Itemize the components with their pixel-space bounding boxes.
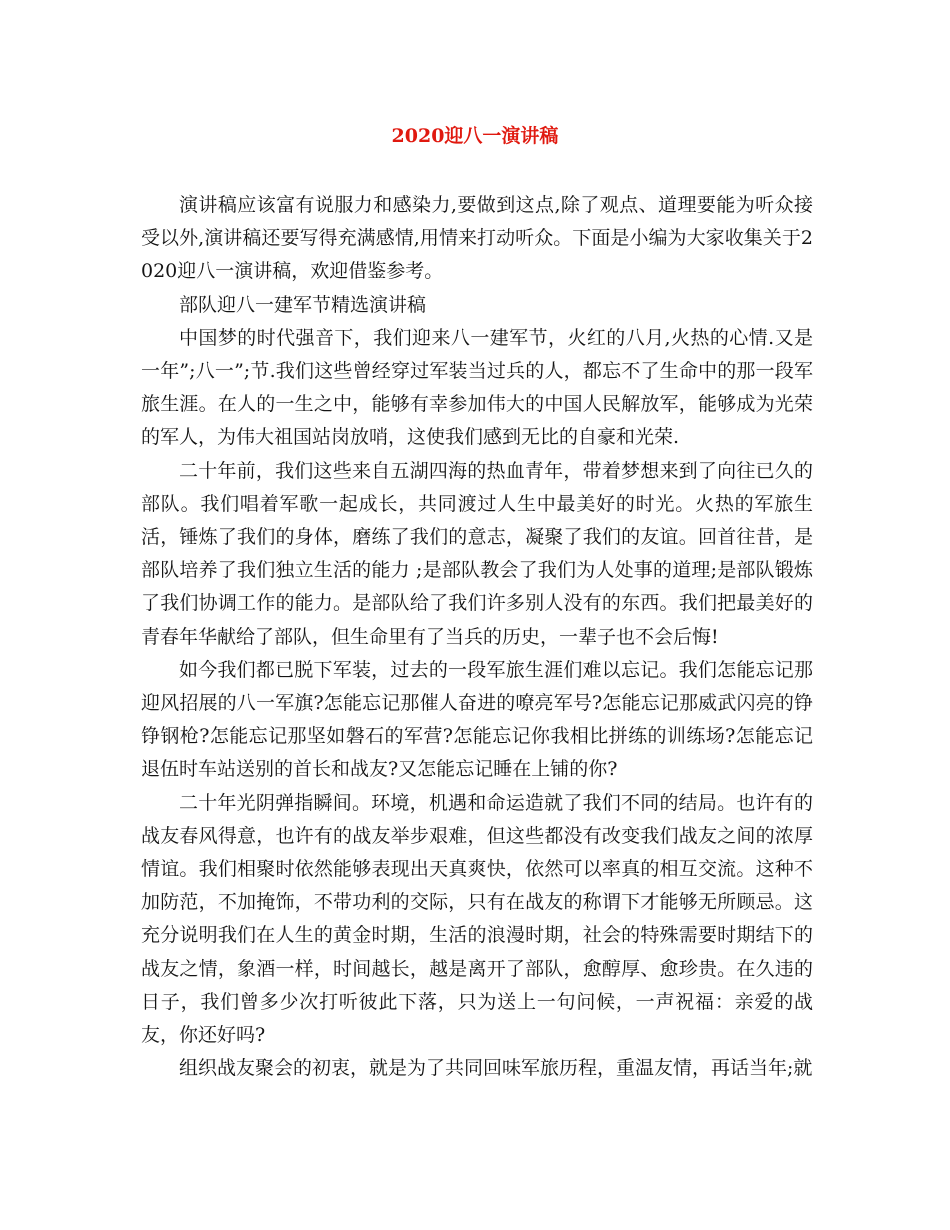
intro-paragraph: 演讲稿应该富有说服力和感染力,要做到这点,除了观点、道理要能为听众接受以外,演讲稿还要写得充满感情,用情来打动听众。下面是小编为大家收集关于2020迎八一演讲稿，欢迎借鉴参考。 [141,194,813,283]
body-paragraph: 中国梦的时代强音下，我们迎来八一建军节，火红的八月,火热的心情.又是一年”;八一”;节.我们这些曾经穿过军装当过兵的人，都忘不了生命中的那一段军旅生涯。在人的一生之中，能够有幸参加伟大的中国人民解放军，能够成为光荣的军人，为伟大祖国站岗放哨，这使我们感到无比的自豪和光荣. [141,326,813,449]
body-paragraph: 如今我们都已脱下军装，过去的一段军旅生涯们难以忘记。我们怎能忘记那迎风招展的八一军旗?怎能忘记那催人奋进的嘹亮军号?怎能忘记那威武闪亮的铮铮钢枪?怎能忘记那坚如磐石的军营?怎能忘记你我相比拼练的训练场?怎能忘记退伍时车站送别的首长和战友?又怎能忘记睡在上铺的你? [141,658,813,781]
body-paragraph: 二十年光阴弹指瞬间。环境，机遇和命运造就了我们不同的结局。也许有的战友春风得意，也许有的战友举步艰难，但这些都没有改变我们战友之间的浓厚情谊。我们相聚时依然能够表现出天真爽快，依然可以率真的相互交流。这种不加防范，不加掩饰，不带功利的交际，只有在战友的称谓下才能够无所顾忌。这充分说明我们在人生的黄金时期，生活的浪漫时期，社会的特殊需要时期结下的战友之情，象酒一样，时间越长，越是离开了部队，愈醇厚、愈珍贵。在久违的日子，我们曾多少次打听彼此下落，只为送上一句问候，一声祝福：亲爱的战友，你还好吗? [141,791,813,1047]
body-paragraph: 组织战友聚会的初衷，就是为了共同回味军旅历程，重温友情，再话当年;就 [179,1057,813,1080]
section-heading: 部队迎八一建军节精选演讲稿 [179,293,427,316]
document-body [141,189,813,1085]
document-title: 2020迎八一演讲稿 [391,125,559,147]
body-paragraph: 二十年前，我们这些来自五湖四海的热血青年，带着梦想来到了向往已久的部队。我们唱着军歌一起成长，共同渡过人生中最美好的时光。火热的军旅生活，锤炼了我们的身体，磨练了我们的意志，凝聚了我们的友谊。回首往昔，是部队培养了我们独立生活的能力 ;是部队教会了我们为人处事的道理;是部队锻炼了我们协调工作的能力。是部队给了我们许多别人没有的东西。我们把最美好的青春年华献给了部队，但生命里有了当兵的历史，一辈子也不会后悔! [141,459,813,648]
